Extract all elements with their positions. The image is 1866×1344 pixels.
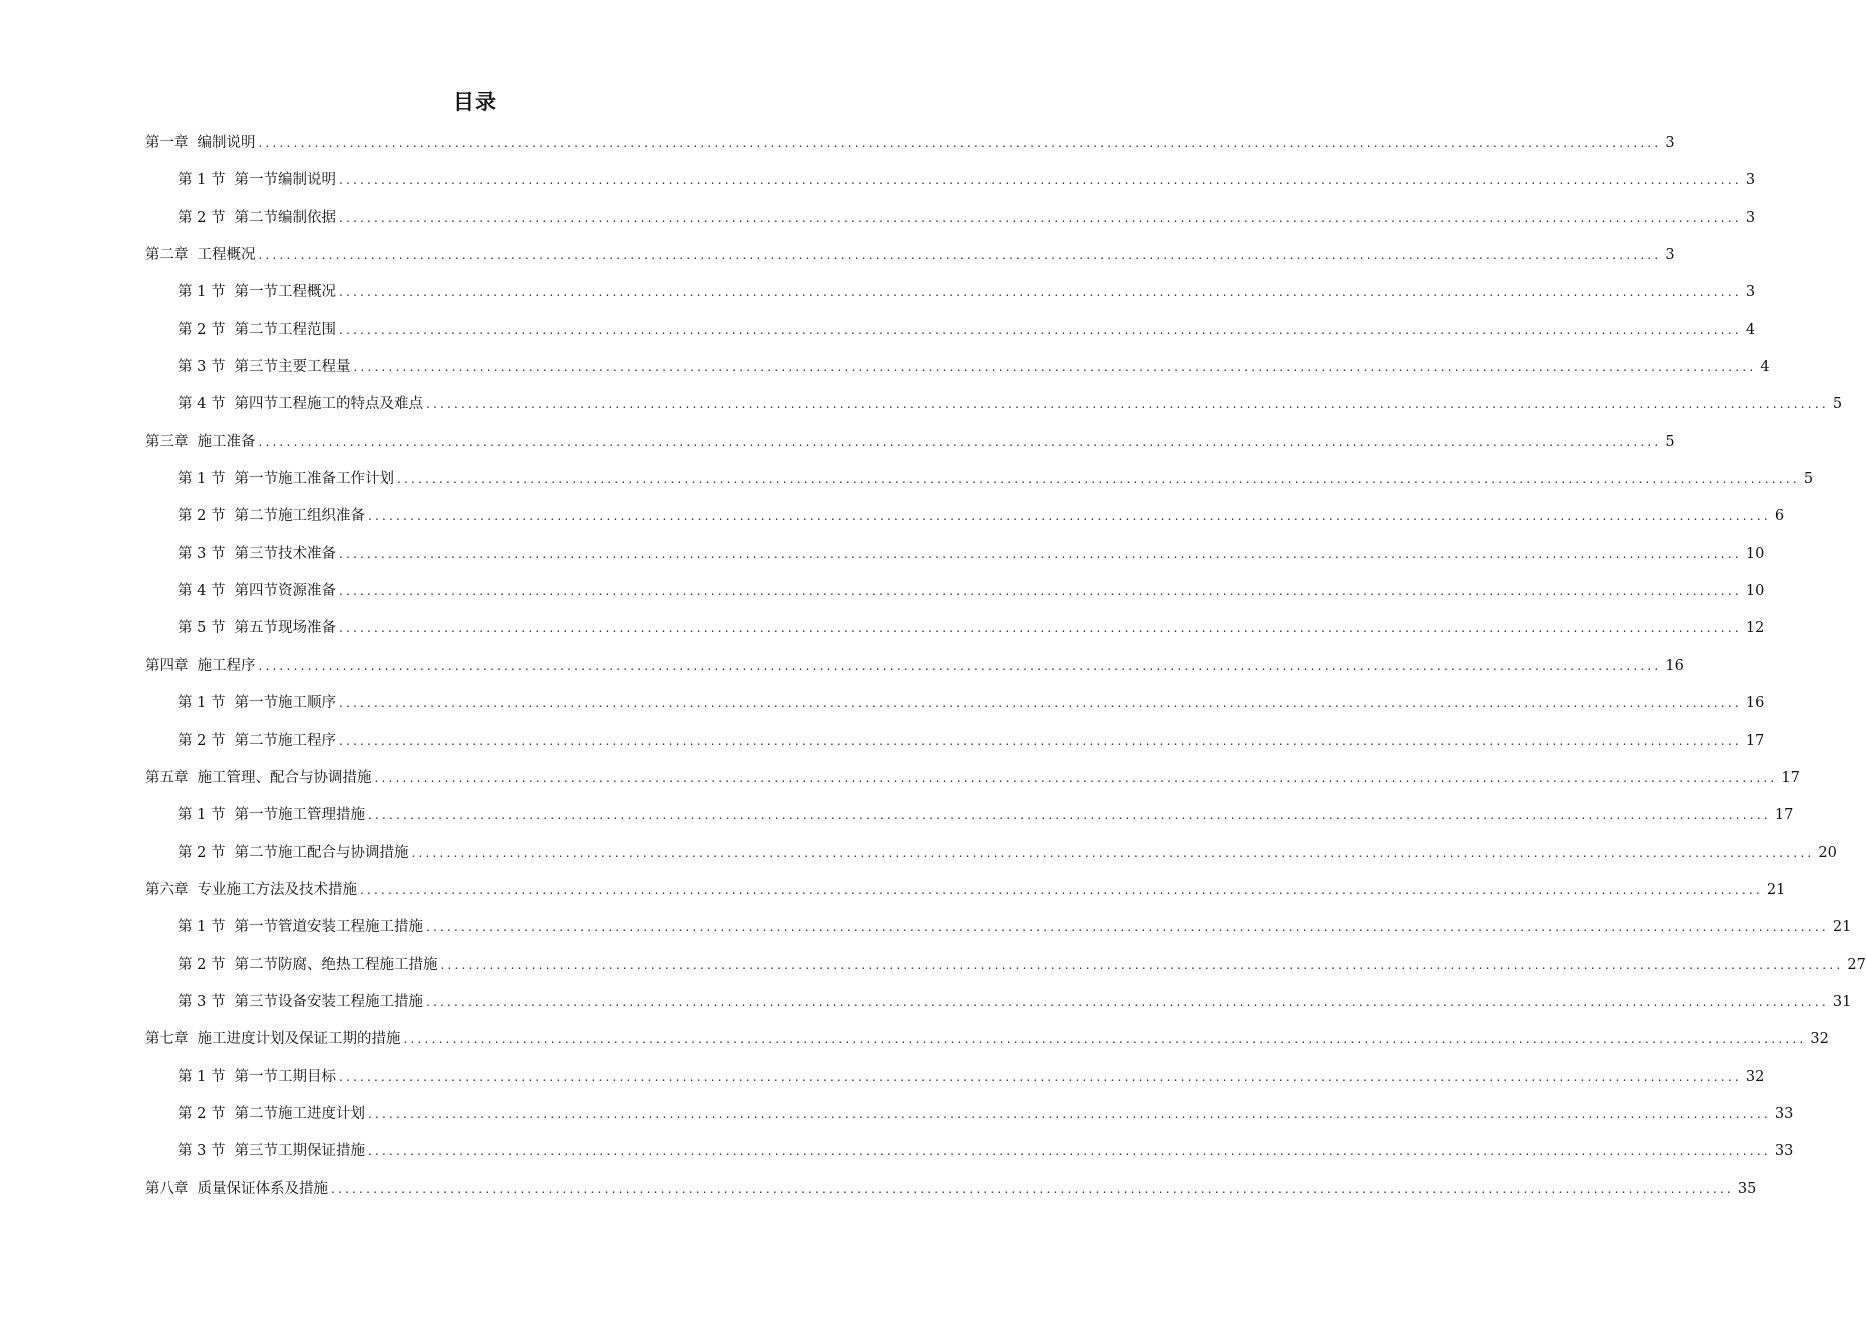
toc-entry-label [178,573,336,610]
toc-entry-number: 第 1 节 [178,807,226,824]
table-of-contents [145,125,1866,1208]
dot-leader: ........................................................................................................................................................................................................ [338,621,1742,636]
toc-entry-number: 第 2 节 [178,956,226,973]
dot-leader: ........................................................................................................................................................................................................ [374,770,1778,785]
toc-entry-title: 工程概况 [197,247,256,264]
toc-entry-title: 第二节防腐、绝热工程施工措施 [234,956,438,973]
toc-entry-number: 第 4 节 [178,396,226,413]
dot-leader: ........................................................................................................................................................................................................ [338,546,1742,561]
toc-entry-label [178,1133,365,1170]
toc-chapter-entry[interactable] [145,1171,1757,1208]
toc-section-entry[interactable] [145,312,1756,349]
toc-entry-title: 编制说明 [197,135,256,151]
toc-entry-title: 第一节工期目标 [234,1068,336,1085]
toc-entry-label [178,909,423,946]
toc-chapter-entry[interactable] [145,125,1675,162]
toc-entry-number: 第 2 节 [178,508,226,525]
toc-section-entry[interactable] [145,685,1765,722]
toc-entry-number: 第一章 [145,135,189,151]
toc-page-number: 3 [1665,135,1675,151]
toc-page-number: 17 [1774,807,1794,824]
toc-page-number: 20 [1818,844,1837,861]
toc-entry-number: 第 2 节 [178,732,226,749]
toc-page-number: 35 [1737,1180,1757,1197]
dot-leader: ........................................................................................................................................................................................................ [425,920,1829,935]
toc-entry-label [178,274,336,311]
toc-entry-number: 第 1 节 [178,919,226,936]
toc-entry-title: 第二节施工进度计划 [234,1105,365,1122]
toc-entry-number: 第 3 节 [178,1143,226,1160]
toc-entry-number: 第 3 节 [178,993,226,1010]
toc-section-entry[interactable] [145,1133,1794,1170]
toc-chapter-entry[interactable] [145,648,1684,685]
toc-entry-title: 第三节技术准备 [234,545,336,562]
toc-entry-label [145,1021,401,1058]
toc-chapter-entry[interactable] [145,1021,1829,1058]
toc-entry-label [178,984,423,1021]
toc-entry-title: 第三节工期保证措施 [234,1143,365,1160]
dot-leader: ........................................................................................................................................................................................................ [403,1032,1807,1047]
toc-chapter-entry[interactable] [145,237,1675,274]
toc-section-entry[interactable] [145,1096,1794,1133]
toc-chapter-entry[interactable] [145,872,1786,909]
toc-section-entry[interactable] [145,723,1765,760]
toc-entry-title: 第一节施工准备工作计划 [234,471,394,488]
toc-entry-label [178,200,336,237]
dot-leader: ........................................................................................................................................................................................................ [338,696,1742,711]
toc-entry-number: 第 1 节 [178,471,226,488]
toc-page-number: 17 [1781,769,1800,786]
dot-leader: ........................................................................................................................................................................................................ [258,136,1662,150]
dot-leader: ........................................................................................................................................................................................................ [360,882,1763,897]
dot-leader: ........................................................................................................................................................................................................ [338,322,1742,337]
toc-entry-number: 第 1 节 [178,284,226,301]
dot-leader: ........................................................................................................................................................................................................ [258,658,1662,673]
toc-entry-title: 第一节管道安装工程施工措施 [234,919,423,936]
toc-entry-title: 第四节工程施工的特点及难点 [234,396,423,413]
toc-entry-label [145,648,256,685]
toc-entry-number: 第 3 节 [178,359,226,376]
toc-section-entry[interactable] [145,909,1852,946]
toc-page-number: 5 [1803,471,1814,488]
toc-entry-title: 第三节设备安装工程施工措施 [234,993,423,1010]
toc-section-entry[interactable] [145,573,1765,610]
toc-section-entry[interactable] [145,984,1852,1021]
toc-entry-title: 施工程序 [197,657,256,674]
toc-entry-title: 质量保证体系及措施 [197,1180,328,1197]
toc-entry-number: 第 1 节 [178,1068,226,1085]
toc-entry-title: 专业施工方法及技术措施 [197,881,357,898]
toc-entry-label [145,424,256,461]
toc-page-number: 4 [1760,359,1770,376]
toc-entry-number: 第二章 [145,247,189,264]
dot-leader: ........................................................................................................................................................................................................ [258,434,1662,449]
toc-entry-label [145,760,372,797]
toc-entry-number: 第 1 节 [178,695,226,712]
toc-entry-label [178,536,336,573]
dot-leader: ........................................................................................................................................................................................................ [338,173,1742,188]
toc-entry-number: 第六章 [145,881,189,898]
dot-leader: ........................................................................................................................................................................................................ [331,1181,1734,1196]
toc-entry-label [145,125,256,162]
toc-entry-title: 第一节编制说明 [234,172,336,189]
toc-page-number: 33 [1774,1143,1794,1160]
toc-section-entry[interactable] [145,1059,1765,1096]
toc-entry-label [145,872,357,909]
toc-entry-label [178,498,365,535]
dot-leader: ........................................................................................................................................................................................................ [258,248,1662,263]
toc-page-number: 10 [1745,583,1765,600]
dot-leader: ........................................................................................................................................................................................................ [425,994,1829,1009]
toc-page-number: 33 [1774,1105,1794,1122]
toc-entry-title: 施工管理、配合与协调措施 [197,769,372,786]
toc-entry-title: 施工进度计划及保证工期的措施 [197,1031,401,1048]
toc-entry-title: 第二节工程范围 [234,321,336,338]
toc-entry-label [178,162,336,199]
toc-entry-number: 第七章 [145,1031,189,1048]
toc-section-entry[interactable] [145,274,1756,311]
toc-chapter-entry[interactable] [145,424,1675,461]
toc-entry-label [178,723,336,760]
toc-section-entry[interactable] [145,536,1765,573]
toc-entry-title: 第二节编制依据 [234,209,336,226]
toc-entry-number: 第 2 节 [178,321,226,338]
toc-entry-label [145,237,256,274]
toc-entry-label [178,797,365,834]
dot-leader: ........................................................................................................................................................................................................ [338,733,1742,748]
toc-entry-label [178,610,336,647]
toc-entry-title: 第五节现场准备 [234,620,336,637]
toc-page-number: 31 [1832,993,1852,1010]
toc-section-entry[interactable] [145,349,1770,386]
toc-page-number: 3 [1745,172,1756,189]
toc-page-number: 3 [1745,284,1756,301]
toc-section-entry[interactable] [145,947,1866,984]
dot-leader: ........................................................................................................................................................................................................ [367,509,1771,524]
toc-entry-number: 第 4 节 [178,583,226,600]
toc-section-entry[interactable] [145,162,1756,199]
toc-page-number: 12 [1745,620,1765,637]
toc-page-number: 3 [1665,247,1675,264]
toc-page-number: 4 [1745,321,1756,338]
toc-page-number: 17 [1745,732,1765,749]
toc-entry-number: 第 2 节 [178,844,226,861]
toc-entry-title: 施工准备 [197,433,256,450]
toc-chapter-entry[interactable] [145,760,1800,797]
toc-entry-label [178,947,437,984]
toc-entry-label [178,461,394,498]
dot-leader: ........................................................................................................................................................................................................ [367,1106,1771,1121]
dot-leader: ........................................................................................................................................................................................................ [440,957,1844,972]
toc-page-number: 32 [1745,1068,1765,1085]
toc-entry-label [178,835,408,872]
toc-entry-label [178,685,336,722]
dot-leader: ........................................................................................................................................................................................................ [338,210,1742,225]
toc-page-number: 32 [1810,1031,1829,1048]
dot-leader: ........................................................................................................................................................................................................ [338,285,1742,300]
dot-leader: ........................................................................................................................................................................................................ [367,1144,1771,1159]
toc-entry-number: 第五章 [145,769,189,786]
toc-page-number: 21 [1766,881,1786,898]
toc-entry-label [178,349,350,386]
toc-entry-number: 第 5 节 [178,620,226,637]
toc-page-number: 27 [1847,956,1866,973]
toc-section-entry[interactable] [145,610,1765,647]
toc-section-entry[interactable] [145,835,1837,872]
toc-entry-title: 第四节资源准备 [234,583,336,600]
dot-leader: ........................................................................................................................................................................................................ [338,1069,1742,1084]
toc-entry-label [178,1096,365,1133]
toc-page-number: 3 [1745,209,1756,226]
toc-section-entry[interactable] [145,498,1785,535]
dot-leader: ........................................................................................................................................................................................................ [338,584,1742,599]
toc-entry-label [178,1059,336,1096]
toc-page-number: 6 [1774,508,1785,525]
toc-entry-number: 第 2 节 [178,209,226,226]
toc-entry-title: 第一节施工管理措施 [234,807,365,824]
toc-entry-number: 第三章 [145,433,189,450]
toc-entry-title: 第三节主要工程量 [234,359,351,376]
dot-leader: ........................................................................................................................................................................................................ [353,360,1757,375]
toc-entry-title: 第二节施工程序 [234,732,336,749]
toc-page-number: 10 [1745,545,1765,562]
dot-leader: ........................................................................................................................................................................................................ [425,397,1829,412]
toc-page-number: 16 [1745,695,1765,712]
dot-leader: ........................................................................................................................................................................................................ [396,472,1800,487]
toc-entry-title: 第二节施工组织准备 [234,508,365,525]
toc-entry-label [178,312,336,349]
toc-section-entry[interactable] [145,461,1814,498]
toc-entry-number: 第四章 [145,657,189,674]
toc-entry-title: 第一节工程概况 [234,284,336,301]
toc-section-entry[interactable] [145,386,1843,423]
toc-entry-number: 第八章 [145,1180,189,1197]
toc-section-entry[interactable] [145,200,1756,237]
page-title: 目录 [453,90,497,114]
toc-entry-number: 第 2 节 [178,1105,226,1122]
toc-entry-label [145,1171,328,1208]
dot-leader: ........................................................................................................................................................................................................ [367,808,1771,823]
toc-entry-number: 第 3 节 [178,545,226,562]
toc-page-number: 16 [1665,657,1684,674]
toc-page-number: 5 [1832,396,1843,413]
dot-leader: ........................................................................................................................................................................................................ [411,845,1815,860]
toc-entry-number: 第 1 节 [178,172,226,189]
toc-page-number: 21 [1832,919,1852,936]
toc-entry-title: 第一节施工顺序 [234,695,336,712]
toc-page-number: 5 [1665,433,1675,450]
toc-entry-title: 第二节施工配合与协调措施 [234,844,409,861]
toc-entry-label [178,386,423,423]
toc-section-entry[interactable] [145,797,1794,834]
